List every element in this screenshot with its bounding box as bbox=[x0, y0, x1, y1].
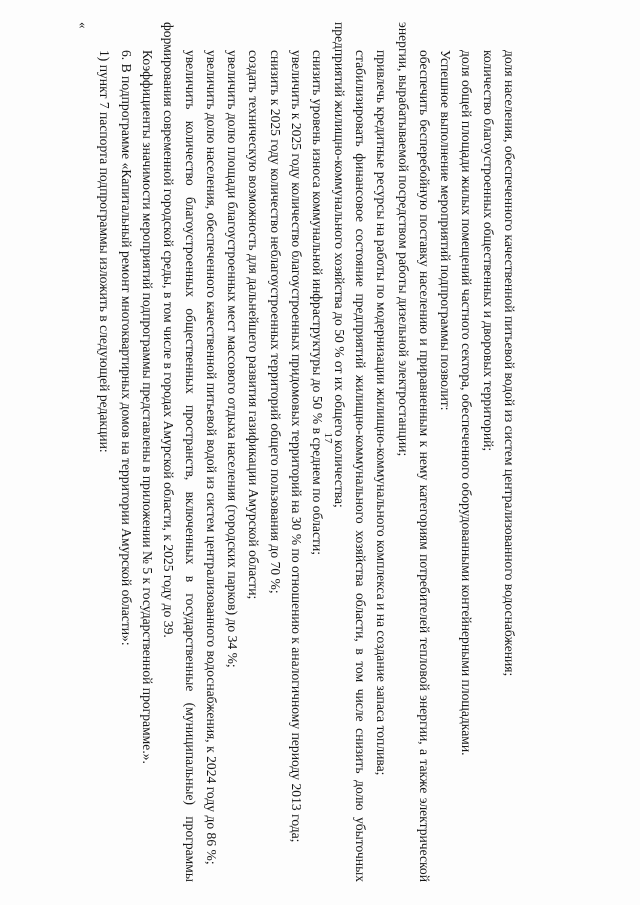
document-body bbox=[76, 22, 520, 882]
paragraph: стабилизировать финансовое состояние предприятий жилищно-коммунального хозяйства области, в том числе снизить долю убыточных предприятий жилищно-коммунального хозяйства до 50 % от их общего количества; bbox=[331, 22, 368, 882]
paragraph: Успешное выполнение мероприятий подпрограммы позволит: bbox=[438, 50, 454, 411]
paragraph: 6. В подпрограмме «Капитальный ремонт многоквартирных домов на территории Амурской области»: bbox=[118, 50, 134, 646]
paragraph: снизить уровень износа коммунальной инфраструктуры до 50 % в среднем по области; bbox=[310, 50, 326, 555]
paragraph: увеличить к 2025 году количество благоустроенных придомовых территорий на 30 % по отношению к аналогичному периоду 2013 года; bbox=[289, 50, 305, 843]
paragraph: увеличить количество благоустроенных общественных пространств, включенных в государственные (муниципальные) программы формирования современной городской среды, в том числе в городах Амурской области, к 2025 году до 39. bbox=[161, 22, 198, 882]
paragraph: обеспечить бесперебойную поставку населению и приравненным к нему категориям потребителей тепловой энергии, а также электрической энергии, вырабатываемой посредством работы дизельной электростанции; bbox=[395, 22, 432, 882]
paragraph: « bbox=[76, 22, 92, 29]
paragraph: создать техническую возможность для дальнейшего развития газификации Амурской области; bbox=[246, 50, 262, 600]
paragraph: привлечь кредитные ресурсы на работы по модернизации жилищно-коммунального комплекса и на создание запаса топлива; bbox=[374, 50, 390, 776]
paragraph: доля населения, обеспеченного качественной питьевой водой из систем централизованного водоснабжения; bbox=[502, 50, 517, 677]
paragraph: доля общей площади жилых помещений частного сектора, обеспеченного оборудованными контейнерными площадками. bbox=[459, 50, 475, 756]
paragraph: Коэффициенты значимости мероприятий подпрограммы представлены в приложении № 5 к государственной программе.». bbox=[139, 50, 155, 764]
page-number: 17 bbox=[322, 432, 334, 444]
paragraph: увеличить долю населения, обеспеченного качественной питьевой водой из систем централизованного водоснабжения, к 2024 году до 86 %; bbox=[203, 50, 219, 865]
paragraph: снизить к 2025 году количество неблагоустроенных территорий общего пользования до 70 %; bbox=[267, 50, 283, 594]
paragraph: увеличить долю площади благоустроенных мест массового отдыха населения (городских парков) до 34 %; bbox=[225, 50, 241, 668]
paragraph: количество благоустроенных общественных и дворовых территорий; bbox=[480, 50, 496, 452]
paragraph: 1) пункт 7 паспорта подпрограммы изложить в следующей редакции: bbox=[97, 50, 113, 453]
